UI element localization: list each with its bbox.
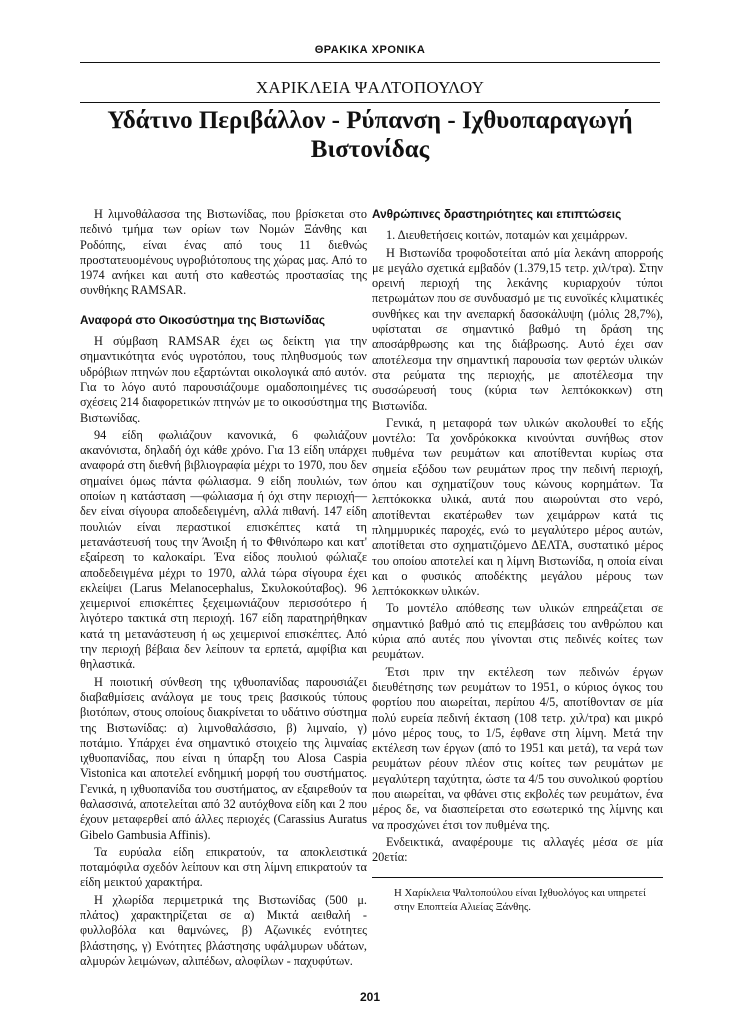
running-head: ΘΡΑΚΙΚΑ ΧΡΟΝΙΚΑ bbox=[314, 44, 426, 56]
body-paragraph: Γενικά, η μεταφορά των υλικών ακολουθεί το εξής μοντέλο: Τα χονδρόκοκκα κινούνται συνήθως στον πυθμένα των ρευμάτων και αποτίθενται κυρίως στα σημεία εξόδου των ρευμάτων προς την πεδινή περιοχή, όπου και σχηματίζουν τους κώνους κορημάτων. Τα λεπτόκοκκα υλικά, αυτά που αιωρούνται στο νερό, αποτίθενται εκατέρωθεν των χειμάρρων κατά τις πλημμυρικές παροχές, ενώ το μεγαλύτερο μέρος αυτών, αποτίθεται στο σχηματιζόμενο ΔΕΛΤΑ, συστατικό μέρος του οποίου αποτελεί και η λίμνη Βιστωνίδα, η οποία είναι και ο φυσικός αποδέκτης μεγάλου μέρους των λεπτόκοκκων υλικών. bbox=[372, 415, 663, 599]
right-column bbox=[372, 207, 663, 865]
body-paragraph: Ενδεικτικά, αναφέρουμε τις αλλαγές μέσα σε μία 20ετία: bbox=[372, 834, 663, 865]
body-paragraph: Η σύμβαση RAMSAR έχει ως δείκτη για την σημαντικότητα ενός υγροτόπου, τους πληθυσμούς των υδρόβιων πτηνών που εξαρτώνται οικολογικά από αυτόν. Για το λόγο αυτό παρουσιάζουμε ομαδοποιημένες τις σχέσεις 214 διαφορετικών πτηνών με το οικοσύστημα της Βιστωνίδας. bbox=[80, 334, 367, 425]
body-paragraph: 94 είδη φωλιάζουν κανονικά, 6 φωλιάζουν ακανόνιστα, δηλαδή όχι κάθε χρόνο. Για 13 είδη υπάρχει αναφορά στη διεθνή βιβλιογραφία μέχρι το 1970, που δεν σημαίνει όμως πάντα φώλιασμα. 9 είδη πουλιών, των οποίων η κατάσταση —φώλιασμα ή όχι στην περιοχή— δεν είναι σίγουρα αποδεδειγμένη, αλλά πιθανή. 147 είδη πουλιών είναι περαστικοί επισκέπτες κατά τη μετανάστευσή τους την Άνοιξη ή το Φθινόπωρο και κατ' εξαίρεση το καλοκαίρι. Ένα είδος πουλιού φώλιαζε αποδεδειγμένα μέχρι το 1970, αλλά τώρα σίγουρα έχει εκλείψει (Larus Melanocephalus, Σκυλοκούταβος). 96 χειμερινοί επισκέπτες ξεχειμωνιάζουν περισσότερο ή λιγότερο τακτικά στη περιοχή. 167 είδη παρατηρήθηκαν κατά τη μετανάστευση ή ως χειμερινοί επισκέπτες. Από την περιοχή βέβαια δεν λείπουν τα ερπετά, αμφίβια και θηλαστικά. bbox=[80, 427, 367, 672]
body-paragraph: Τα ευρύαλα είδη επικρατούν, τα αποκλειστικά ποταμόφιλα σχεδόν λείπουν και στη λίμνη επικρατούν τα είδη μεικτού χαρακτήρα. bbox=[80, 844, 367, 890]
author-footnote: Η Χαρίκλεια Ψαλτοπούλου είναι Ιχθυολόγος και υπηρετεί στην Εποπτεία Αλιείας Ξάνθης. bbox=[394, 887, 646, 913]
body-paragraph: Η χλωρίδα περιμετρικά της Βιστωνίδας (500 μ. πλάτος) χαρακτηρίζεται σε α) Μικτά αειθαλή - φυλλοβόλα και θαμνώνες, β) Αζωνικές ενότητες βλάστησης, γ) Ενότητες βλάστησης υφάλμυρων υδάτων, αλμυρών λειμώνων, αλιπέδων, αλοφίλων - παχυφύτων. bbox=[80, 892, 367, 968]
body-paragraph: Το μοντέλο απόθεσης των υλικών επηρεάζεται σε σημαντικό βαθμό από τις επεμβάσεις του ανθρώπου και κύρια από αυτές που γίνονται στις πεδινές κοίτες των ρευμάτων. bbox=[372, 601, 663, 662]
header-rule bbox=[80, 62, 660, 63]
footnote-rule bbox=[372, 877, 663, 878]
page-number: 201 bbox=[359, 990, 381, 1004]
intro-paragraph: Η λιμνοθάλασσα της Βιστωνίδας, που βρίσκεται στο πεδινό τμήμα των ορίων των Νομών Ξάνθης και Ροδόπης, είναι ένας από τους 11 διεθνώς προστατευομένους υγροβιότοπους της χώρας μας. Από το 1974 ανήκει και αυτή στο καθεστώς προστασίας της συνθήκης RAMSAR. bbox=[80, 207, 367, 298]
author-name: ΧΑΡΙΚΛΕΙΑ ΨΑΛΤΟΠΟΥΛΟΥ bbox=[255, 78, 485, 97]
body-paragraph: Η ποιοτική σύνθεση της ιχθυοπανίδας παρουσιάζει διαβαθμίσεις ανάλογα με τους τρεις βασικούς τύπους βιοτόπων, στους οποίους διακρίνεται το υδάτινο σύστημα της Βιστωνίδας: α) λιμνοθαλάσσιο, β) λιμναίο, γ) ποτάμιο. Υπάρχει ένα σημαντικό στοιχείο της λιμναίας ιχθυοπανίδας, που είναι η ύπαρξη του Alosa Caspia Vistonica και αποτελεί ενδημική μορφή του συστήματος. Γενικά, η ιχθυοπανίδα του συστήματος, αν εξαιρεθούν τα θαλασσινά, αποτελείται από 32 αυτόχθονα είδη και 2 που έχουν μεταφερθεί από άλλες περιοχές (Carassius Auratus Gibelo Gambusia Affinis). bbox=[80, 674, 367, 842]
body-paragraph: Η Βιστωνίδα τροφοδοτείται από μία λεκάνη απορροής με μεγάλο σχετικά εμβαδόν (1.379,15 τετρ. χιλ/τρα). Στην ορεινή περιοχή της λεκάνης κυριαρχούν τύποι πετρωμάτων που σε συνδυασμό με τις ευνοϊκές κλιματικές συνθήκες και την ανεπαρκή δασοκάλυψη (μόλις 28,7%), υφίσταται σε σημαντικό βαθμό τη δράση της αποσάρθρωσης και της διάβρωσης. Αυτό έχει σαν αποτέλεσμα την σημαντική παρουσία των φερτών υλικών στα ρεύματα της περιοχής, με αποτέλεσμα την συσσώρευσή τους (κύρια των λεπτόκοκκων) στη Βιστωνίδα. bbox=[372, 245, 663, 413]
author-rule bbox=[80, 102, 660, 103]
list-item: 1. Διευθετήσεις κοιτών, ποταμών και χειμάρρων. bbox=[386, 228, 628, 243]
section-heading-ecosystem: Αναφορά στο Οικοσύστημα της Βιστωνίδας bbox=[80, 312, 325, 327]
section-heading-human-activities: Ανθρώπινες δραστηριότητες και επιπτώσεις bbox=[372, 207, 622, 221]
article-title: Υδάτινο Περιβάλλον - Ρύπανση - Ιχθυοπαραγωγή Βιστονίδας bbox=[107, 107, 633, 163]
left-column bbox=[80, 207, 367, 969]
body-paragraph: Έτσι πριν την εκτέλεση των πεδινών έργων διευθέτησης των ρευμάτων το 1951, ο κύριος όγκος του φορτίου που αιωρείται, περίπου 4/5, αποτίθονταν σε μία πολύ ευρεία πεδινή έκταση (108 τετρ. χιλ/τρα) και μικρό μόνο μέρος τους, το 1/5, έφθανε στη λίμνη. Μετά την εκτέλεση των έργων (από το 1951 και μετά), τα νερά των ρευμάτων ρέουν πλέον στις κοίτες των ρευμάτων με μεγαλύτερη ταχύτητα, ώστε τα 4/5 του συνολικού φορτίου που αιωρείται, να φθάνει στις εκβολές των ρευμάτων, ένα μέρος δε, να διασπείρεται στο εσωτερικό της λίμνης και να προσχώνει έτσι τον πυθμένα της. bbox=[372, 664, 663, 832]
